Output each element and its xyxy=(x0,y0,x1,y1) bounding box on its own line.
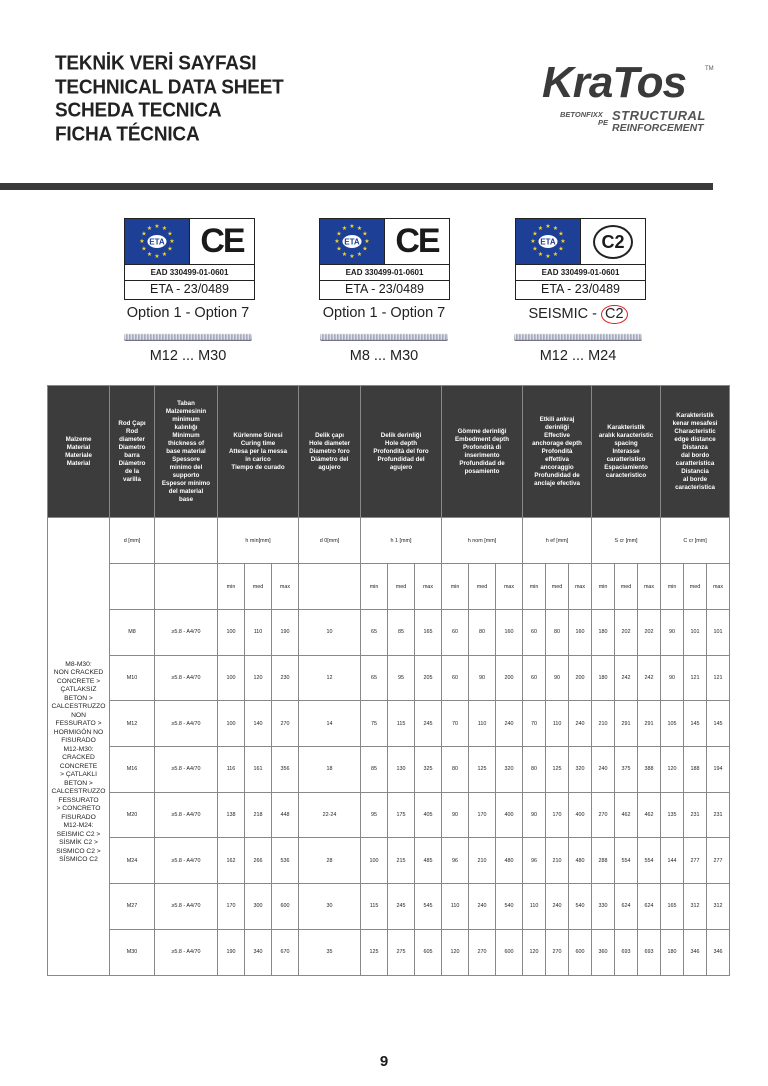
hef-value: 70 xyxy=(523,701,546,747)
hef-value: 125 xyxy=(546,747,569,793)
sub-label: med xyxy=(546,564,569,610)
ce-mark-label: CE xyxy=(200,222,244,260)
h1-value: 545 xyxy=(415,884,442,930)
hef-value: 540 xyxy=(569,884,592,930)
unit-label: d 0[mm] xyxy=(299,518,361,564)
scr-value: 288 xyxy=(592,838,615,884)
h1-value: 85 xyxy=(388,610,415,656)
logo-reinforcement: REINFORCEMENT xyxy=(612,122,704,134)
svg-text:★: ★ xyxy=(334,239,340,245)
ccr-value: 277 xyxy=(684,838,707,884)
sub-label: med xyxy=(469,564,496,610)
scr-value: 330 xyxy=(592,884,615,930)
scr-value: 291 xyxy=(615,701,638,747)
sub-label: min xyxy=(661,564,684,610)
svg-text:★: ★ xyxy=(167,246,173,253)
svg-text:★: ★ xyxy=(552,252,559,258)
ead-number: EAD 330499-01-0601 xyxy=(125,264,254,281)
curing-value: 340 xyxy=(245,929,272,975)
svg-text:★: ★ xyxy=(560,239,566,245)
rod-size: M16 xyxy=(110,747,155,793)
svg-text:★: ★ xyxy=(154,254,160,260)
h1-value: 245 xyxy=(415,701,442,747)
rod-size: M8 xyxy=(110,610,155,656)
threaded-rod-image xyxy=(514,333,642,341)
hef-value: 400 xyxy=(569,792,592,838)
sub-label: max xyxy=(496,564,523,610)
svg-text:★: ★ xyxy=(545,254,551,260)
svg-text:★: ★ xyxy=(362,231,368,238)
base-material: ≥5.8 - A4/70 xyxy=(155,792,218,838)
hef-value: 210 xyxy=(546,838,569,884)
ccr-value: 90 xyxy=(661,655,684,701)
hef-value: 60 xyxy=(523,610,546,656)
curing-value: 140 xyxy=(245,701,272,747)
ccr-value: 231 xyxy=(684,792,707,838)
eu-flag-icon xyxy=(516,219,581,264)
option-text: SEISMIC - xyxy=(528,306,601,322)
header-curing-time: Kürlenme Süresi Curing time Attesa per la messa in carico Tiempo de curado xyxy=(218,386,299,518)
curing-value: 162 xyxy=(218,838,245,884)
scr-value: 388 xyxy=(638,747,661,793)
eta-number: ETA - 23/0489 xyxy=(541,282,620,296)
header-rod-diameter: Rod Çapı Rod diameter Diametro barra Diámetro de la varilla xyxy=(110,386,155,518)
hef-value: 96 xyxy=(523,838,546,884)
base-material: ≥5.8 - A4/70 xyxy=(155,838,218,884)
sub-label: max xyxy=(707,564,730,610)
hef-value: 200 xyxy=(569,655,592,701)
scr-value: 462 xyxy=(615,792,638,838)
hole-diameter-value: 14 xyxy=(299,701,361,747)
sub-label: min xyxy=(523,564,546,610)
scr-value: 624 xyxy=(638,884,661,930)
scr-value: 180 xyxy=(592,655,615,701)
ccr-value: 144 xyxy=(661,838,684,884)
unit-label: C cr [mm] xyxy=(661,518,730,564)
svg-text:★: ★ xyxy=(146,252,153,258)
hole-diameter-value: 35 xyxy=(299,929,361,975)
h1-value: 275 xyxy=(388,929,415,975)
unit-label: S cr [mm] xyxy=(592,518,661,564)
rod-size: M24 xyxy=(110,838,155,884)
base-material: ≥5.8 - A4/70 xyxy=(155,701,218,747)
logo-wordmark: KraTos xyxy=(542,58,686,107)
hnom-value: 110 xyxy=(469,701,496,747)
certification-badge xyxy=(124,218,255,300)
ce-mark-label: CE xyxy=(395,222,439,260)
scr-value: 554 xyxy=(615,838,638,884)
curing-value: 300 xyxy=(245,884,272,930)
hef-value: 80 xyxy=(523,747,546,793)
seismic-c2-label: C2 xyxy=(601,305,628,324)
h1-value: 95 xyxy=(388,655,415,701)
h1-value: 65 xyxy=(361,655,388,701)
ccr-value: 145 xyxy=(684,701,707,747)
hnom-value: 110 xyxy=(442,884,469,930)
c2-mark-label: C2 xyxy=(593,225,633,259)
hnom-value: 80 xyxy=(442,747,469,793)
ccr-value: 194 xyxy=(707,747,730,793)
scr-value: 210 xyxy=(592,701,615,747)
scr-value: 242 xyxy=(615,655,638,701)
title-it: SCHEDA TECNICA xyxy=(55,99,222,122)
header-divider xyxy=(0,183,713,190)
curing-value: 120 xyxy=(245,655,272,701)
ccr-value: 101 xyxy=(684,610,707,656)
svg-text:★: ★ xyxy=(364,239,370,245)
size-range: M8 ... M30 xyxy=(349,348,419,364)
h1-value: 85 xyxy=(361,747,388,793)
ce-mark-icon xyxy=(385,219,449,264)
hef-value: 320 xyxy=(569,747,592,793)
svg-text:★: ★ xyxy=(154,224,160,230)
base-material: ≥5.8 - A4/70 xyxy=(155,655,218,701)
size-range: M12 ... M30 xyxy=(149,348,227,364)
header-embedment-depth: Gömme derinliği Embedment depth Profondità di inserimento Profundidad de posamiento xyxy=(442,386,523,518)
hnom-value: 96 xyxy=(442,838,469,884)
hnom-value: 320 xyxy=(496,747,523,793)
hef-value: 110 xyxy=(546,701,569,747)
sub-label: max xyxy=(638,564,661,610)
header-effective-depth: Etkili ankraj derinliği Effective anchorage depth Profondità effettiva ancoraggio Profundidad de anclaje efectiva xyxy=(523,386,592,518)
empty-cell xyxy=(155,564,218,610)
hnom-value: 210 xyxy=(469,838,496,884)
h1-value: 405 xyxy=(415,792,442,838)
ccr-value: 312 xyxy=(707,884,730,930)
technical-data-table xyxy=(47,385,730,976)
hef-value: 240 xyxy=(546,884,569,930)
eu-flag-icon xyxy=(125,219,190,264)
ccr-value: 277 xyxy=(707,838,730,884)
hnom-value: 270 xyxy=(469,929,496,975)
ce-mark-icon xyxy=(190,219,254,264)
option-label xyxy=(284,305,484,321)
curing-value: 190 xyxy=(272,610,299,656)
eta-badge-label: ETA xyxy=(149,237,165,247)
svg-text:★: ★ xyxy=(537,252,544,258)
h1-value: 95 xyxy=(361,792,388,838)
curing-value: 170 xyxy=(218,884,245,930)
h1-value: 100 xyxy=(361,838,388,884)
sub-label: med xyxy=(245,564,272,610)
sub-label: med xyxy=(388,564,415,610)
hnom-value: 400 xyxy=(496,792,523,838)
scr-value: 624 xyxy=(615,884,638,930)
svg-text:★: ★ xyxy=(356,252,363,258)
curing-value: 100 xyxy=(218,655,245,701)
header-hole-depth: Delik derinliği Hole depth Profondità del foro Profundidad del agujero xyxy=(361,386,442,518)
hnom-value: 90 xyxy=(469,655,496,701)
unit-label: h min[mm] xyxy=(218,518,299,564)
base-material: ≥5.8 - A4/70 xyxy=(155,929,218,975)
ccr-value: 101 xyxy=(707,610,730,656)
scr-value: 375 xyxy=(615,747,638,793)
hole-diameter-value: 30 xyxy=(299,884,361,930)
curing-value: 138 xyxy=(218,792,245,838)
svg-text:★: ★ xyxy=(336,231,342,238)
sub-label: max xyxy=(569,564,592,610)
unit-label xyxy=(155,518,218,564)
svg-text:★: ★ xyxy=(169,239,175,245)
threaded-rod-image xyxy=(124,333,252,341)
material-description: M8-M30: NON CRACKED CONCRETE > ÇATLAKSIZ BETON > CALCESTRUZZO NON FESSURATO > HORMIGÓN NO FISURADO M12-M30: CRACKED CONCRETE > ÇATLAKLI BETON > CALCESTRUZZO FESSURATO > CONCRETO FISURADO M12-M24: SEISMIC C2 > SİSMİK C2 > SISMICO C2 > SÍSMICO C2 xyxy=(48,518,110,976)
hef-value: 600 xyxy=(569,929,592,975)
hnom-value: 200 xyxy=(496,655,523,701)
ccr-value: 346 xyxy=(707,929,730,975)
curing-value: 670 xyxy=(272,929,299,975)
eta-badge-label: ETA xyxy=(540,237,556,247)
sub-label: med xyxy=(684,564,707,610)
curing-value: 100 xyxy=(218,610,245,656)
svg-text:★: ★ xyxy=(537,226,544,232)
hnom-value: 80 xyxy=(469,610,496,656)
h1-value: 605 xyxy=(415,929,442,975)
scr-value: 693 xyxy=(638,929,661,975)
scr-value: 693 xyxy=(615,929,638,975)
hnom-value: 600 xyxy=(496,929,523,975)
svg-text:★: ★ xyxy=(161,252,168,258)
option-text: Option 1 - Option 7 xyxy=(322,305,446,321)
h1-value: 165 xyxy=(415,610,442,656)
curing-value: 600 xyxy=(272,884,299,930)
h1-value: 115 xyxy=(361,884,388,930)
ccr-value: 312 xyxy=(684,884,707,930)
hnom-value: 170 xyxy=(469,792,496,838)
ccr-value: 145 xyxy=(707,701,730,747)
sub-label: max xyxy=(415,564,442,610)
logo-tm: TM xyxy=(705,66,714,72)
unit-label: d [mm] xyxy=(110,518,155,564)
svg-text:★: ★ xyxy=(167,231,173,238)
svg-text:★: ★ xyxy=(545,224,551,230)
sub-label: min xyxy=(442,564,469,610)
sub-label: max xyxy=(272,564,299,610)
ccr-value: 121 xyxy=(684,655,707,701)
eta-number: ETA - 23/0489 xyxy=(150,282,229,296)
hef-value: 90 xyxy=(523,792,546,838)
hnom-value: 90 xyxy=(442,792,469,838)
base-material: ≥5.8 - A4/70 xyxy=(155,610,218,656)
hnom-value: 240 xyxy=(496,701,523,747)
hnom-value: 540 xyxy=(496,884,523,930)
h1-value: 205 xyxy=(415,655,442,701)
eta-number: ETA - 23/0489 xyxy=(345,282,424,296)
unit-label: h nom [mm] xyxy=(442,518,523,564)
base-material: ≥5.8 - A4/70 xyxy=(155,747,218,793)
svg-text:★: ★ xyxy=(146,226,153,232)
svg-text:★: ★ xyxy=(341,226,348,232)
curing-value: 190 xyxy=(218,929,245,975)
hef-value: 270 xyxy=(546,929,569,975)
scr-value: 291 xyxy=(638,701,661,747)
h1-value: 115 xyxy=(388,701,415,747)
logo-structural: STRUCTURAL xyxy=(612,108,706,123)
ccr-value: 165 xyxy=(661,884,684,930)
hef-value: 80 xyxy=(546,610,569,656)
header-edge-distance: Karakteristik kenar mesafesi Characteristic edge distance Distanza dal bordo caratteristica Distancia al borde caracteristica xyxy=(661,386,730,518)
hole-diameter-value: 12 xyxy=(299,655,361,701)
curing-value: 100 xyxy=(218,701,245,747)
h1-value: 65 xyxy=(361,610,388,656)
kratos-logo xyxy=(542,58,712,140)
logo-pe: PE xyxy=(598,118,609,127)
h1-value: 485 xyxy=(415,838,442,884)
title-block xyxy=(55,52,284,146)
title-es: FICHA TÉCNICA xyxy=(55,122,200,146)
scr-value: 202 xyxy=(638,610,661,656)
empty-cell xyxy=(299,564,361,610)
scr-value: 462 xyxy=(638,792,661,838)
curing-value: 110 xyxy=(245,610,272,656)
logo-betonfixx: BETONFIXX xyxy=(560,110,603,119)
base-material: ≥5.8 - A4/70 xyxy=(155,884,218,930)
svg-text:★: ★ xyxy=(356,226,363,232)
h1-value: 175 xyxy=(388,792,415,838)
hnom-value: 480 xyxy=(496,838,523,884)
svg-text:★: ★ xyxy=(161,226,168,232)
hef-value: 110 xyxy=(523,884,546,930)
hef-value: 120 xyxy=(523,929,546,975)
curing-value: 266 xyxy=(245,838,272,884)
svg-text:★: ★ xyxy=(349,224,355,230)
h1-value: 245 xyxy=(388,884,415,930)
curing-value: 218 xyxy=(245,792,272,838)
svg-text:★: ★ xyxy=(341,252,348,258)
h1-value: 75 xyxy=(361,701,388,747)
hole-diameter-value: 28 xyxy=(299,838,361,884)
empty-cell xyxy=(110,564,155,610)
rod-size: M20 xyxy=(110,792,155,838)
svg-text:★: ★ xyxy=(139,239,145,245)
svg-text:★: ★ xyxy=(530,239,536,245)
sub-label: med xyxy=(615,564,638,610)
hnom-value: 125 xyxy=(469,747,496,793)
svg-text:★: ★ xyxy=(141,246,147,253)
rod-size: M10 xyxy=(110,655,155,701)
certification-badge xyxy=(319,218,450,300)
h1-value: 130 xyxy=(388,747,415,793)
svg-text:★: ★ xyxy=(552,226,559,232)
hnom-value: 240 xyxy=(469,884,496,930)
scr-value: 240 xyxy=(592,747,615,793)
eu-flag-icon xyxy=(320,219,385,264)
rod-size: M30 xyxy=(110,929,155,975)
rod-size: M27 xyxy=(110,884,155,930)
header-hole-diameter: Delik çapı Hole diameter Diametro foro Diámetro del agujero xyxy=(299,386,361,518)
scr-value: 180 xyxy=(592,610,615,656)
ccr-value: 121 xyxy=(707,655,730,701)
svg-text:★: ★ xyxy=(349,254,355,260)
curing-value: 448 xyxy=(272,792,299,838)
unit-label: h 1 [mm] xyxy=(361,518,442,564)
ccr-value: 120 xyxy=(661,747,684,793)
sub-label: min xyxy=(592,564,615,610)
curing-value: 270 xyxy=(272,701,299,747)
title-tr: TEKNİK VERİ SAYFASI xyxy=(55,52,257,75)
svg-text:★: ★ xyxy=(141,231,147,238)
hnom-value: 160 xyxy=(496,610,523,656)
hnom-value: 70 xyxy=(442,701,469,747)
title-en: TECHNICAL DATA SHEET xyxy=(55,75,284,99)
scr-value: 270 xyxy=(592,792,615,838)
hef-value: 240 xyxy=(569,701,592,747)
svg-text:★: ★ xyxy=(532,246,538,253)
ccr-value: 231 xyxy=(707,792,730,838)
curing-value: 230 xyxy=(272,655,299,701)
hole-diameter-value: 18 xyxy=(299,747,361,793)
curing-value: 161 xyxy=(245,747,272,793)
hnom-value: 120 xyxy=(442,929,469,975)
ccr-value: 135 xyxy=(661,792,684,838)
h1-value: 215 xyxy=(388,838,415,884)
header-material: Malzeme Material Materiale Material xyxy=(48,386,110,518)
certification-badge xyxy=(515,218,646,300)
option-text: Option 1 - Option 7 xyxy=(126,305,250,321)
ccr-value: 105 xyxy=(661,701,684,747)
hole-diameter-value: 22-24 xyxy=(299,792,361,838)
ccr-value: 180 xyxy=(661,929,684,975)
hnom-value: 60 xyxy=(442,610,469,656)
hef-value: 60 xyxy=(523,655,546,701)
header-base-thickness: Taban Malzemesinin minimum kalınlığı Minimum thickness of base material Spessore minimo del supporto Espesor mínimo del material base xyxy=(155,386,218,518)
hef-value: 90 xyxy=(546,655,569,701)
hnom-value: 60 xyxy=(442,655,469,701)
c2-mark-icon xyxy=(581,219,645,264)
ccr-value: 90 xyxy=(661,610,684,656)
ead-number: EAD 330499-01-0601 xyxy=(320,264,449,281)
ccr-value: 346 xyxy=(684,929,707,975)
svg-text:★: ★ xyxy=(336,246,342,253)
curing-value: 356 xyxy=(272,747,299,793)
svg-text:★: ★ xyxy=(362,246,368,253)
hole-diameter-value: 10 xyxy=(299,610,361,656)
rod-size: M12 xyxy=(110,701,155,747)
curing-value: 536 xyxy=(272,838,299,884)
h1-value: 125 xyxy=(361,929,388,975)
h1-value: 325 xyxy=(415,747,442,793)
curing-value: 116 xyxy=(218,747,245,793)
page-number: 9 xyxy=(379,1053,389,1070)
unit-label: h ef [mm] xyxy=(523,518,592,564)
eta-badge-label: ETA xyxy=(344,237,360,247)
size-range: M12 ... M24 xyxy=(539,348,617,364)
hef-value: 170 xyxy=(546,792,569,838)
threaded-rod-image xyxy=(320,333,448,341)
option-label xyxy=(88,305,288,321)
svg-text:★: ★ xyxy=(532,231,538,238)
ead-number: EAD 330499-01-0601 xyxy=(516,264,645,281)
hef-value: 160 xyxy=(569,610,592,656)
svg-text:★: ★ xyxy=(558,231,564,238)
ccr-value: 188 xyxy=(684,747,707,793)
scr-value: 242 xyxy=(638,655,661,701)
hef-value: 480 xyxy=(569,838,592,884)
header-spacing: Karakteristik aralık karacteristic spacing Interasse caratteristico Espaciamiento caracteristico xyxy=(592,386,661,518)
sub-label: min xyxy=(361,564,388,610)
sub-label: min xyxy=(218,564,245,610)
svg-text:★: ★ xyxy=(558,246,564,253)
scr-value: 202 xyxy=(615,610,638,656)
scr-value: 360 xyxy=(592,929,615,975)
option-label xyxy=(478,305,678,324)
scr-value: 554 xyxy=(638,838,661,884)
